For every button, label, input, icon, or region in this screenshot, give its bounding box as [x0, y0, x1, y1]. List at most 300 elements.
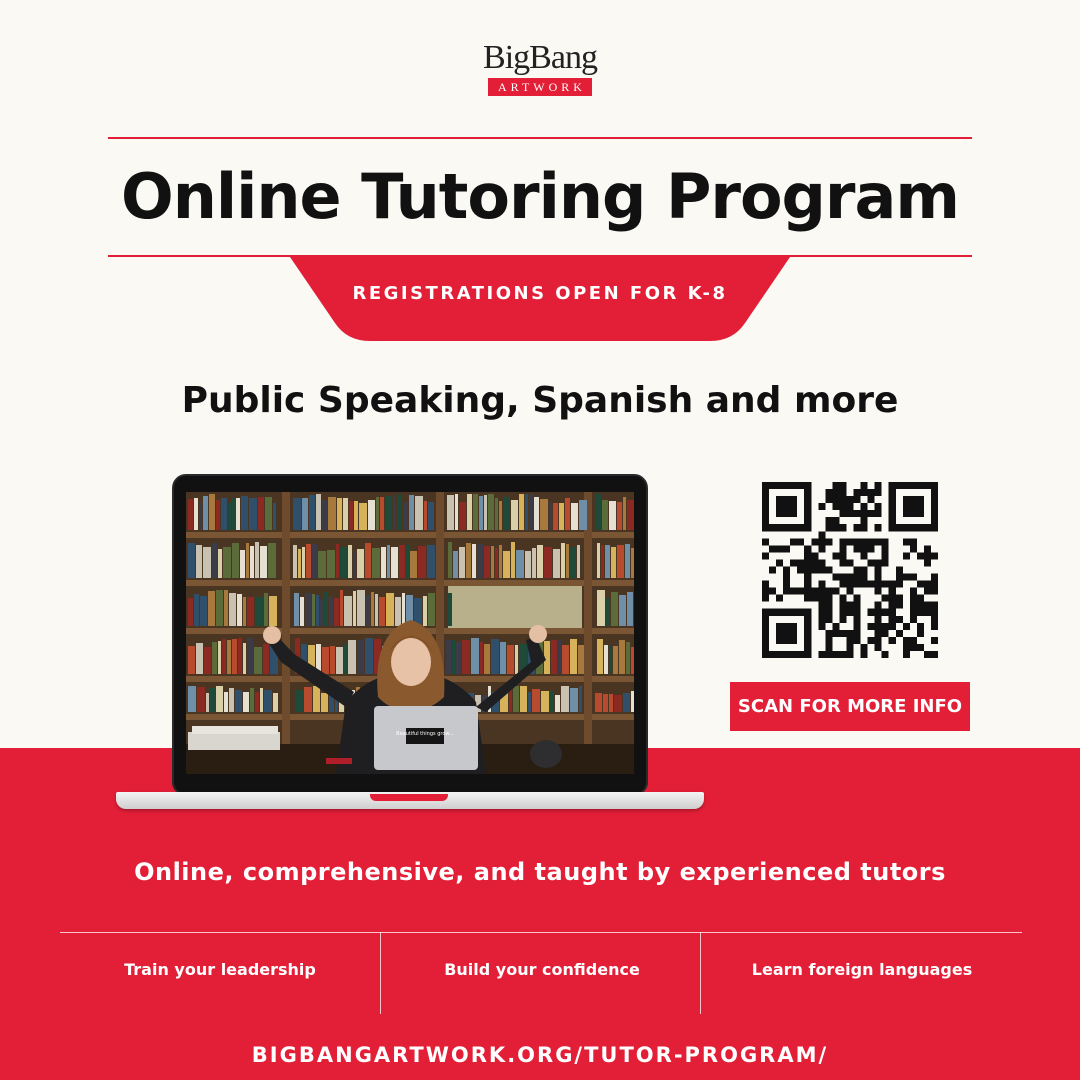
book [224, 692, 228, 712]
book [609, 501, 616, 530]
qr-module [846, 538, 853, 545]
qr-module [931, 623, 938, 630]
book [243, 692, 249, 712]
book [484, 644, 490, 674]
qr-module [846, 496, 853, 503]
qr-module [896, 595, 903, 602]
qr-module [910, 538, 917, 545]
qr-module [839, 609, 846, 616]
qr-module [811, 552, 818, 559]
book [329, 597, 333, 626]
qr-module [931, 609, 938, 616]
book [269, 596, 277, 626]
qr-module [846, 510, 853, 517]
qr-module [903, 552, 910, 559]
book [423, 596, 427, 626]
book [375, 594, 378, 626]
book [273, 503, 276, 530]
qr-module [882, 630, 889, 637]
book [528, 692, 531, 712]
book [619, 595, 626, 626]
book [343, 498, 348, 530]
book [354, 501, 358, 530]
subtitle: Public Speaking, Spanish and more [181, 380, 899, 421]
book [336, 544, 339, 578]
book [353, 591, 356, 626]
qr-code-icon[interactable] [762, 482, 938, 658]
qr-module [839, 538, 846, 545]
feature-separator [380, 932, 381, 1014]
qr-module [825, 524, 832, 531]
book [456, 642, 461, 674]
qr-module [832, 489, 839, 496]
photo-sticker-text: Beautiful things grow... [396, 731, 454, 737]
qr-module [868, 538, 875, 545]
book [260, 688, 263, 712]
book [609, 694, 613, 712]
qr-module [839, 581, 846, 588]
book [218, 549, 222, 578]
qr-module [854, 595, 861, 602]
book [260, 546, 267, 578]
book [549, 502, 552, 530]
qr-finder [903, 496, 924, 517]
book [605, 545, 610, 578]
qr-module [839, 552, 846, 559]
qr-module [861, 524, 868, 531]
qr-module [846, 602, 853, 609]
book [571, 503, 578, 530]
qr-module [832, 630, 839, 637]
book [264, 690, 272, 712]
qr-module [825, 651, 832, 658]
book [209, 494, 215, 530]
brand-logo [0, 40, 1080, 96]
qr-module [889, 637, 896, 644]
book [273, 693, 278, 712]
book [410, 551, 417, 578]
qr-finder [776, 623, 797, 644]
qr-module [854, 637, 861, 644]
feature-languages: Learn foreign languages [751, 960, 973, 979]
book [312, 544, 317, 578]
book [221, 498, 227, 530]
qr-module [875, 538, 882, 545]
book [212, 543, 217, 578]
qr-module [832, 552, 839, 559]
qr-module [917, 623, 924, 630]
book [477, 544, 483, 578]
book [255, 542, 259, 578]
qr-module [910, 588, 917, 595]
qr-module [783, 566, 790, 573]
qr-module [875, 482, 882, 489]
book [577, 545, 580, 578]
book [597, 639, 603, 674]
book [551, 640, 557, 674]
book [623, 497, 626, 530]
book [294, 593, 299, 626]
qr-module [896, 574, 903, 581]
book [206, 693, 209, 712]
qr-module [839, 616, 846, 623]
qr-module [825, 566, 832, 573]
qr-module [882, 623, 889, 630]
qr-module [832, 651, 839, 658]
book [525, 551, 531, 578]
qr-module [825, 637, 832, 644]
qr-module [839, 630, 846, 637]
qr-module [882, 545, 889, 552]
qr-module [875, 510, 882, 517]
book [246, 543, 249, 578]
feature-leadership: Train your leadership [124, 960, 316, 979]
book [480, 642, 483, 674]
qr-module [931, 574, 938, 581]
book [302, 498, 308, 530]
book [462, 640, 470, 674]
qr-module [818, 651, 825, 658]
book [188, 598, 193, 626]
book [327, 550, 335, 578]
qr-module [832, 496, 839, 503]
qr-module [924, 581, 931, 588]
qr-module [868, 623, 875, 630]
qr-module [762, 588, 769, 595]
book [316, 494, 321, 530]
qr-module [818, 559, 825, 566]
qr-module [839, 503, 846, 510]
book [254, 647, 262, 674]
qr-module [889, 595, 896, 602]
book [349, 501, 353, 530]
qr-module [854, 545, 861, 552]
book [188, 499, 193, 530]
student-photo [186, 492, 634, 774]
qr-module [776, 545, 783, 552]
qr-module [882, 581, 889, 588]
book [484, 495, 487, 530]
book [232, 639, 237, 674]
qr-module [861, 581, 868, 588]
book [232, 498, 235, 530]
qr-module [931, 602, 938, 609]
book [570, 688, 578, 712]
book [511, 542, 515, 578]
book [393, 497, 396, 530]
qr-module [811, 566, 818, 573]
book [495, 498, 498, 530]
qr-module [896, 581, 903, 588]
book [631, 691, 634, 712]
book [447, 495, 454, 530]
qr-module [861, 538, 868, 545]
qr-module [910, 616, 917, 623]
book [344, 596, 352, 626]
qr-module [854, 538, 861, 545]
qr-module [797, 559, 804, 566]
book [247, 597, 254, 626]
book [596, 494, 601, 530]
qr-module [854, 609, 861, 616]
qr-module [910, 644, 917, 651]
qr-module [804, 559, 811, 566]
qr-module [882, 559, 889, 566]
book [472, 544, 476, 578]
qr-module [839, 574, 846, 581]
qr-module [846, 503, 853, 510]
book [570, 639, 577, 674]
book [409, 495, 414, 530]
qr-module [868, 637, 875, 644]
qr-module [917, 644, 924, 651]
book [357, 549, 364, 578]
book [224, 590, 228, 626]
qr-module [924, 588, 931, 595]
qr-module [861, 482, 868, 489]
book [611, 592, 618, 626]
book [619, 640, 625, 674]
book [602, 500, 608, 530]
book [558, 640, 561, 674]
qr-module [917, 581, 924, 588]
logo-tag: ARTWORK [488, 78, 592, 96]
book [380, 497, 384, 530]
book [295, 690, 303, 712]
qr-module [811, 538, 818, 545]
qr-module [910, 574, 917, 581]
qr-module [910, 595, 917, 602]
book [348, 545, 352, 578]
book [424, 501, 427, 530]
qr-module [832, 588, 839, 595]
qr-module [868, 496, 875, 503]
qr-module [804, 566, 811, 573]
book [395, 597, 401, 626]
qr-module [896, 566, 903, 573]
qr-module [818, 588, 825, 595]
qr-module [832, 503, 839, 510]
qr-module [839, 510, 846, 517]
qr-module [783, 581, 790, 588]
qr-module [846, 581, 853, 588]
book [623, 693, 630, 712]
qr-module [868, 581, 875, 588]
book [199, 502, 202, 530]
title-top-rule [108, 137, 972, 139]
book [353, 551, 356, 578]
qr-module [910, 637, 917, 644]
qr-module [839, 559, 846, 566]
qr-module [924, 545, 931, 552]
book [448, 542, 452, 578]
book [603, 694, 608, 712]
book [520, 686, 527, 712]
qr-module [861, 517, 868, 524]
book [218, 641, 221, 674]
qr-module [889, 602, 896, 609]
book [397, 494, 402, 530]
ribbon-text: REGISTRATIONS OPEN FOR K-8 [352, 283, 728, 304]
book [268, 543, 276, 578]
qr-module [839, 482, 846, 489]
book [519, 494, 524, 530]
book [466, 543, 471, 578]
book [336, 647, 343, 674]
book [473, 494, 478, 530]
qr-module [832, 482, 839, 489]
book [570, 547, 576, 578]
qr-module [903, 574, 910, 581]
book [516, 550, 524, 578]
book [595, 693, 602, 712]
book [322, 647, 329, 674]
qr-module [769, 545, 776, 552]
book [559, 503, 564, 530]
qr-module [783, 588, 790, 595]
qr-module [839, 602, 846, 609]
qr-module [846, 588, 853, 595]
book [386, 593, 394, 626]
qr-module [882, 552, 889, 559]
qr-finder [776, 496, 797, 517]
book [216, 590, 223, 626]
book [227, 640, 231, 674]
book [402, 593, 405, 626]
qr-module [825, 609, 832, 616]
qr-module [846, 644, 853, 651]
qr-module [846, 637, 853, 644]
book [499, 545, 502, 578]
book [232, 543, 239, 578]
program-url-link[interactable]: BIGBANGARTWORK.ORG/TUTOR-PROGRAM/ [251, 1043, 829, 1067]
qr-module [854, 510, 861, 517]
qr-module [825, 489, 832, 496]
qr-module [875, 616, 882, 623]
book [194, 498, 198, 530]
book [300, 597, 304, 626]
book [368, 500, 375, 530]
qr-module [776, 559, 783, 566]
book [196, 545, 202, 578]
book [525, 494, 528, 530]
book [626, 642, 630, 674]
qr-module [903, 538, 910, 545]
book [597, 543, 600, 578]
book [249, 498, 257, 530]
qr-module [875, 503, 882, 510]
book [387, 545, 390, 578]
book [250, 688, 254, 712]
book [484, 546, 490, 578]
qr-module [846, 630, 853, 637]
qr-module [917, 602, 924, 609]
qr-module [818, 538, 825, 545]
book [359, 503, 367, 530]
qr-module [783, 574, 790, 581]
book [243, 597, 246, 626]
book [459, 502, 466, 530]
qr-module [790, 559, 797, 566]
qr-module [854, 489, 861, 496]
book [385, 496, 392, 530]
qr-module [896, 616, 903, 623]
book [379, 597, 385, 626]
book [302, 547, 305, 578]
book [613, 646, 618, 674]
qr-module [882, 595, 889, 602]
qr-module [917, 630, 924, 637]
book [320, 599, 323, 626]
qr-module [804, 552, 811, 559]
book [562, 645, 569, 674]
qr-module [875, 524, 882, 531]
book [305, 593, 311, 626]
book [446, 640, 451, 674]
book [495, 548, 498, 578]
book [371, 592, 374, 626]
qr-module [882, 609, 889, 616]
qr-module [854, 616, 861, 623]
qr-module [861, 503, 868, 510]
book [614, 695, 622, 712]
qr-module [762, 552, 769, 559]
book [467, 494, 472, 530]
book [330, 646, 335, 674]
qr-module [861, 552, 868, 559]
book [500, 642, 506, 674]
qr-module [896, 630, 903, 637]
qr-module [861, 566, 868, 573]
qr-module [832, 524, 839, 531]
book [532, 548, 536, 578]
qr-module [861, 651, 868, 658]
book [366, 595, 370, 626]
book [223, 547, 231, 578]
qr-module [804, 545, 811, 552]
book [555, 695, 560, 712]
qr-module [825, 602, 832, 609]
book [235, 690, 242, 712]
qr-module [903, 644, 910, 651]
book [488, 494, 494, 530]
features-divider [60, 932, 1022, 933]
qr-module [875, 637, 882, 644]
qr-module [917, 609, 924, 616]
book [298, 549, 301, 578]
qr-module [861, 489, 868, 496]
book [553, 503, 558, 530]
book [511, 500, 518, 530]
qr-module [846, 559, 853, 566]
qr-module [825, 496, 832, 503]
book [553, 549, 560, 578]
book [200, 596, 207, 626]
scan-for-info-button[interactable]: SCAN FOR MORE INFO [730, 682, 970, 731]
qr-module [825, 538, 832, 545]
book [203, 547, 211, 578]
book [236, 498, 240, 530]
qr-module [882, 651, 889, 658]
qr-module [811, 595, 818, 602]
book [566, 544, 569, 578]
qr-module [868, 510, 875, 517]
book [609, 645, 612, 674]
book [196, 643, 203, 674]
tagline: Online, comprehensive, and taught by experienced tutors [134, 858, 946, 886]
qr-module [910, 602, 917, 609]
book [250, 546, 254, 578]
